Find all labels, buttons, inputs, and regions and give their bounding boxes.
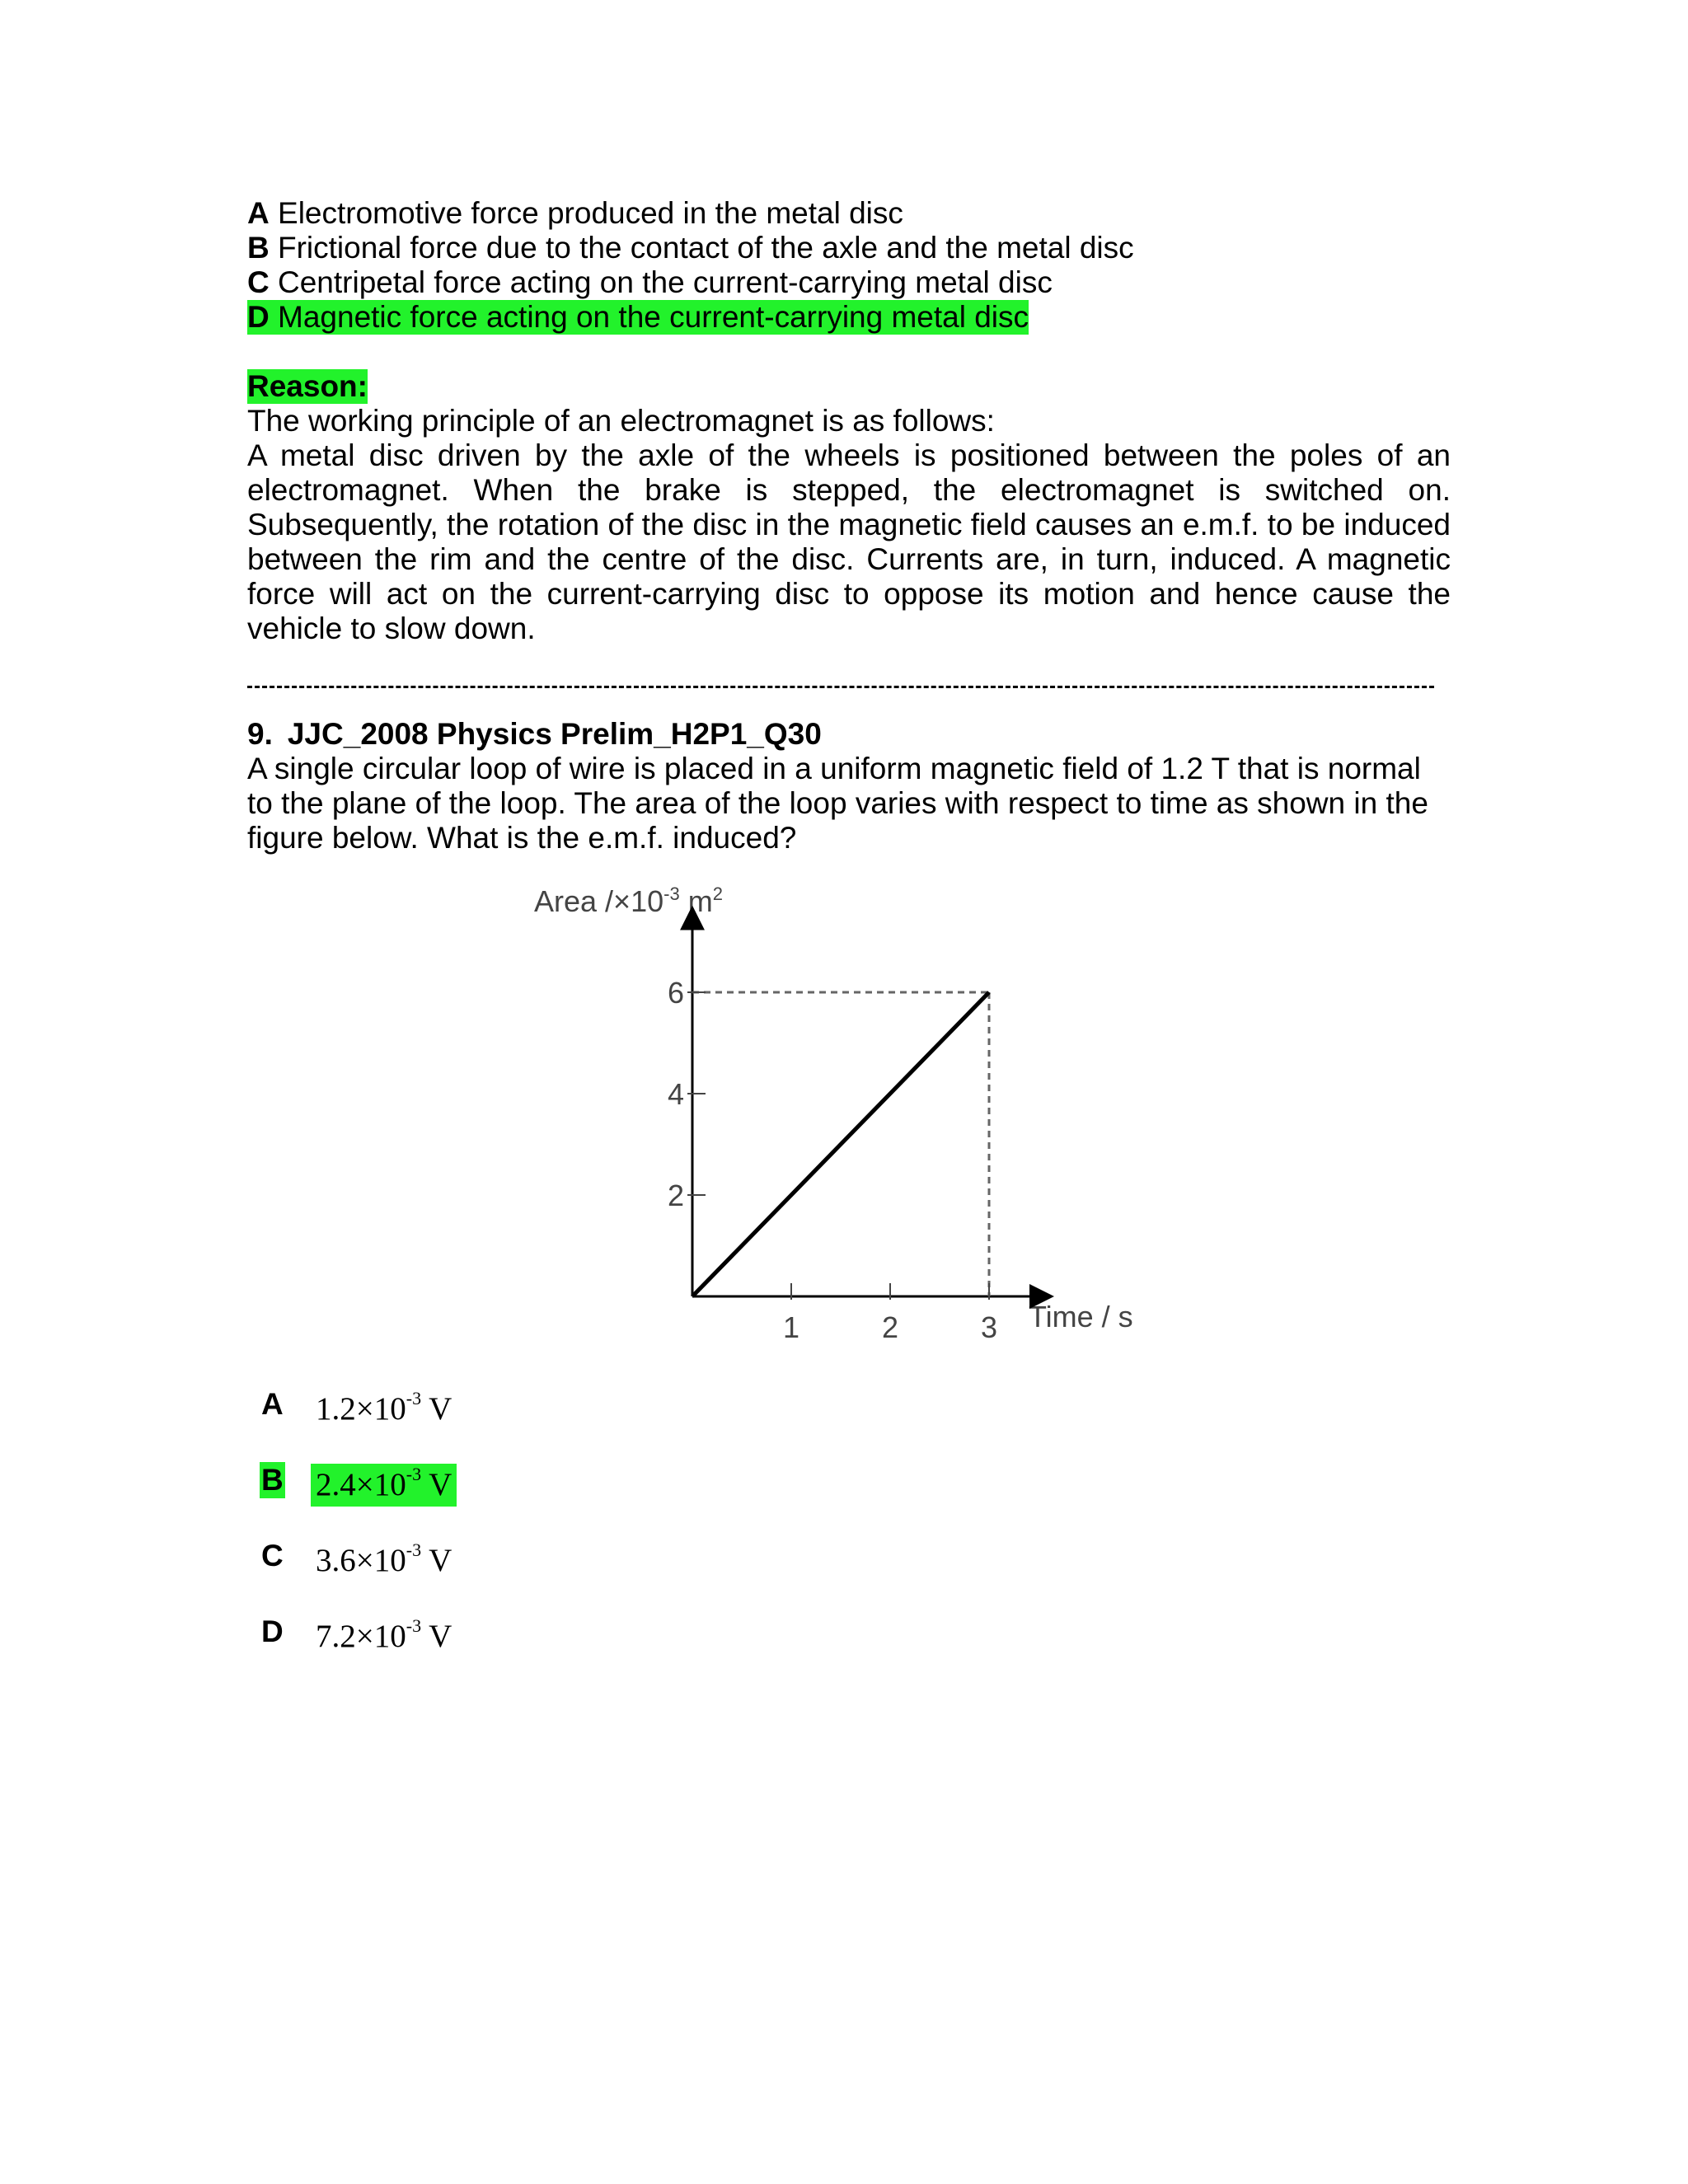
answer-d-value: $7.2\times 10^{-3}$ V xyxy=(316,1615,452,1654)
answer-a-letter: A xyxy=(261,1387,284,1421)
area-time-graph xyxy=(519,874,1179,1368)
previous-question-options xyxy=(247,196,1451,335)
y-tick-label-2: 2 xyxy=(667,1179,684,1212)
dashed-separator xyxy=(247,686,1434,688)
prev-option-a: A Electromotive force produced in the metal disc xyxy=(247,196,903,230)
x-tick-label-2: 2 xyxy=(881,1310,899,1344)
reason-paragraph: A metal disc driven by the axle of the wheels is positioned between the poles of an electromagnet. When the brake is stepped, the electromagnet is switched on. Subsequently, the rotation of the disc in the magnetic field causes an e.m.f. to be induced between the rim and the centre of the disc. Currents are, in turn, induced. A magnetic force will act on the current-carrying disc to oppose its motion and hence cause the vehicle to slow down. xyxy=(247,438,1451,645)
answer-b-letter: B xyxy=(261,1463,284,1497)
answer-c-letter: C xyxy=(261,1539,284,1572)
area-time-graph-svg xyxy=(519,874,1179,1368)
y-axis-label: Area $/\times 10^{-3}$ $m^2$ xyxy=(534,883,723,918)
prev-option-c: C Centripetal force acting on the current-carrying metal disc xyxy=(247,265,1053,299)
y-tick-label-6: 6 xyxy=(667,976,684,1010)
question-number: 9. xyxy=(247,717,273,751)
question-title: 9. JJC_2008 Physics Prelim_H2P1_Q30 xyxy=(247,717,822,751)
reason-heading: Reason: xyxy=(247,369,368,403)
question-9 xyxy=(247,717,1451,855)
reason-body xyxy=(247,404,1451,646)
answer-b-value: $2.4\times 10^{-3}$ V xyxy=(311,1464,457,1507)
prev-option-b: B Frictional force due to the contact of the axle and the metal disc xyxy=(247,231,1134,265)
x-tick-label-3: 3 xyxy=(980,1310,998,1344)
x-tick-label-1: 1 xyxy=(782,1310,800,1344)
reason-intro: The working principle of an electromagnet is as follows: xyxy=(247,404,995,438)
y-tick-label-4: 4 xyxy=(667,1077,684,1111)
x-axis-label: Time / s xyxy=(1029,1300,1133,1333)
chart-plot-layer xyxy=(668,918,1042,1344)
answer-c-value: $3.6\times 10^{-3}$ V xyxy=(316,1540,452,1578)
question-text: A single circular loop of wire is placed in a uniform magnetic field of 1.2 T that is normal to the plane of the loop. The area of the loop varies with respect to time as shown in the figure below. What is the e.m.f. induced? xyxy=(247,752,1428,855)
answer-d-letter: D xyxy=(261,1615,284,1648)
prev-option-d-highlighted: D Magnetic force acting on the current-carrying metal disc xyxy=(247,300,1029,334)
answer-a-value: $1.2\times 10^{-3}$ V xyxy=(316,1388,452,1427)
area-series-line xyxy=(692,992,989,1296)
reason-section xyxy=(247,369,1451,646)
